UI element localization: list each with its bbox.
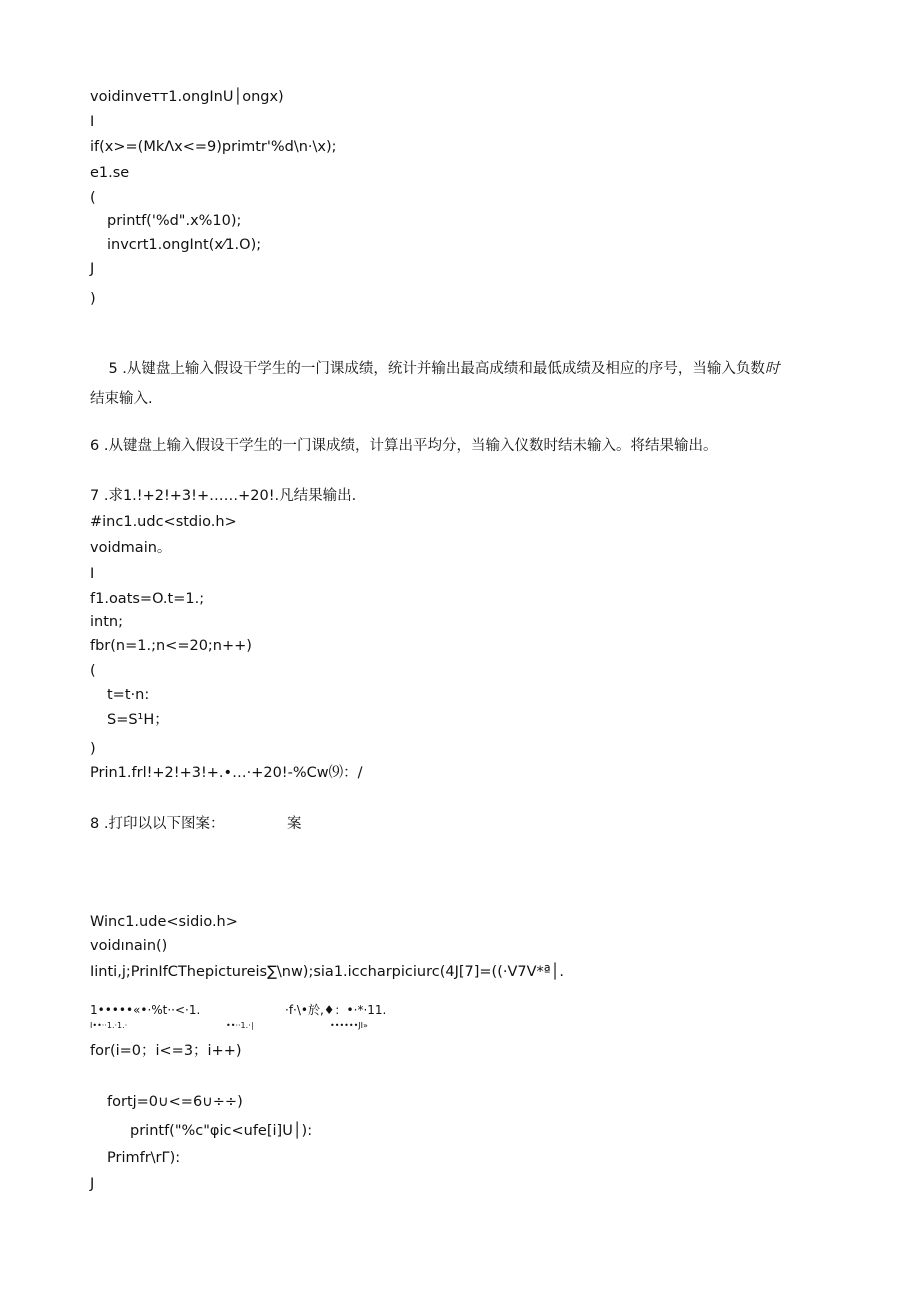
code-line: Primfr\rΓ):	[107, 1150, 181, 1166]
code-line: invcrt1.ongInt(x⁄1.O);	[107, 237, 262, 253]
garbled-text: ••••••JI»	[330, 1021, 368, 1030]
code-line: voidınain()	[90, 938, 168, 954]
code-line: if(x>=(MkΛx<=9)primtr'%d\n·\x);	[90, 139, 337, 155]
code-line: voidmain。	[90, 540, 172, 556]
question-6: 6 .从键盘上输入假设干学生的一门课成绩，计算出平均分，当输入仪数时结未输入。将结果输出。	[90, 438, 718, 454]
code-line: Winc1.ude<sidio.h>	[90, 914, 238, 930]
garbled-text: I••··1.·1.·	[90, 1021, 128, 1030]
question-5-continued: 结束输入.	[90, 391, 153, 407]
code-line: (	[90, 190, 96, 206]
question-5	[90, 342, 779, 396]
code-line: t=t·n:	[107, 687, 150, 703]
question-text: 5 .从键盘上输入假设干学生的一门课成绩，统计并输出最高成绩和最低成绩及相应的序号，当输入负数	[108, 361, 765, 377]
code-line: )	[90, 741, 96, 757]
code-line: #inc1.udc<stdio.h>	[90, 514, 237, 530]
code-line: Iinti,j;PrinIfCThepictureis∑\nw);sia1.iccharpiciurc(4J[7]=((·V7V*ª│.	[90, 964, 564, 980]
code-line: (	[90, 663, 96, 679]
code-line: for(i=0；i<=3；i++)	[90, 1043, 242, 1059]
question-text-tail: 时	[764, 361, 780, 377]
garbled-text: ·f·\•於,♦：•·*·11.	[285, 1003, 387, 1017]
pattern-placeholder: 案	[287, 816, 302, 832]
code-line: intn;	[90, 614, 123, 630]
code-line: )	[90, 291, 96, 307]
code-line: Prin1.frl!+2!+3!+.•…·+20!-%Cw⑼：∕	[90, 765, 363, 781]
code-line: I	[90, 566, 95, 582]
code-line: I	[90, 114, 95, 130]
question-7: 7 .求1.!+2!+3!+……+20!.凡结果输出.	[90, 488, 357, 504]
code-line: J	[90, 1176, 95, 1192]
garbled-text: 1•••••«•·%t··<·1.	[90, 1003, 201, 1017]
code-line: e1.se	[90, 165, 130, 181]
question-8: 8 .打印以以下图案：	[90, 816, 225, 832]
code-line: voidinveтт1.ongInU│ongx)	[90, 89, 284, 105]
garbled-text: ••··1.·∣	[226, 1021, 255, 1030]
code-line: J	[90, 261, 95, 277]
code-line: printf('%d".x%10);	[107, 213, 242, 229]
code-line: fortj=0∪<=6∪÷÷)	[107, 1094, 243, 1110]
code-line: f1.oats=O.t=1.;	[90, 591, 205, 607]
code-line: fbr(n=1.;n<=20;n++)	[90, 638, 252, 654]
code-line: printf("%c"φic<ufe[i]U│):	[130, 1123, 313, 1139]
code-line: S=S¹H；	[107, 712, 169, 728]
